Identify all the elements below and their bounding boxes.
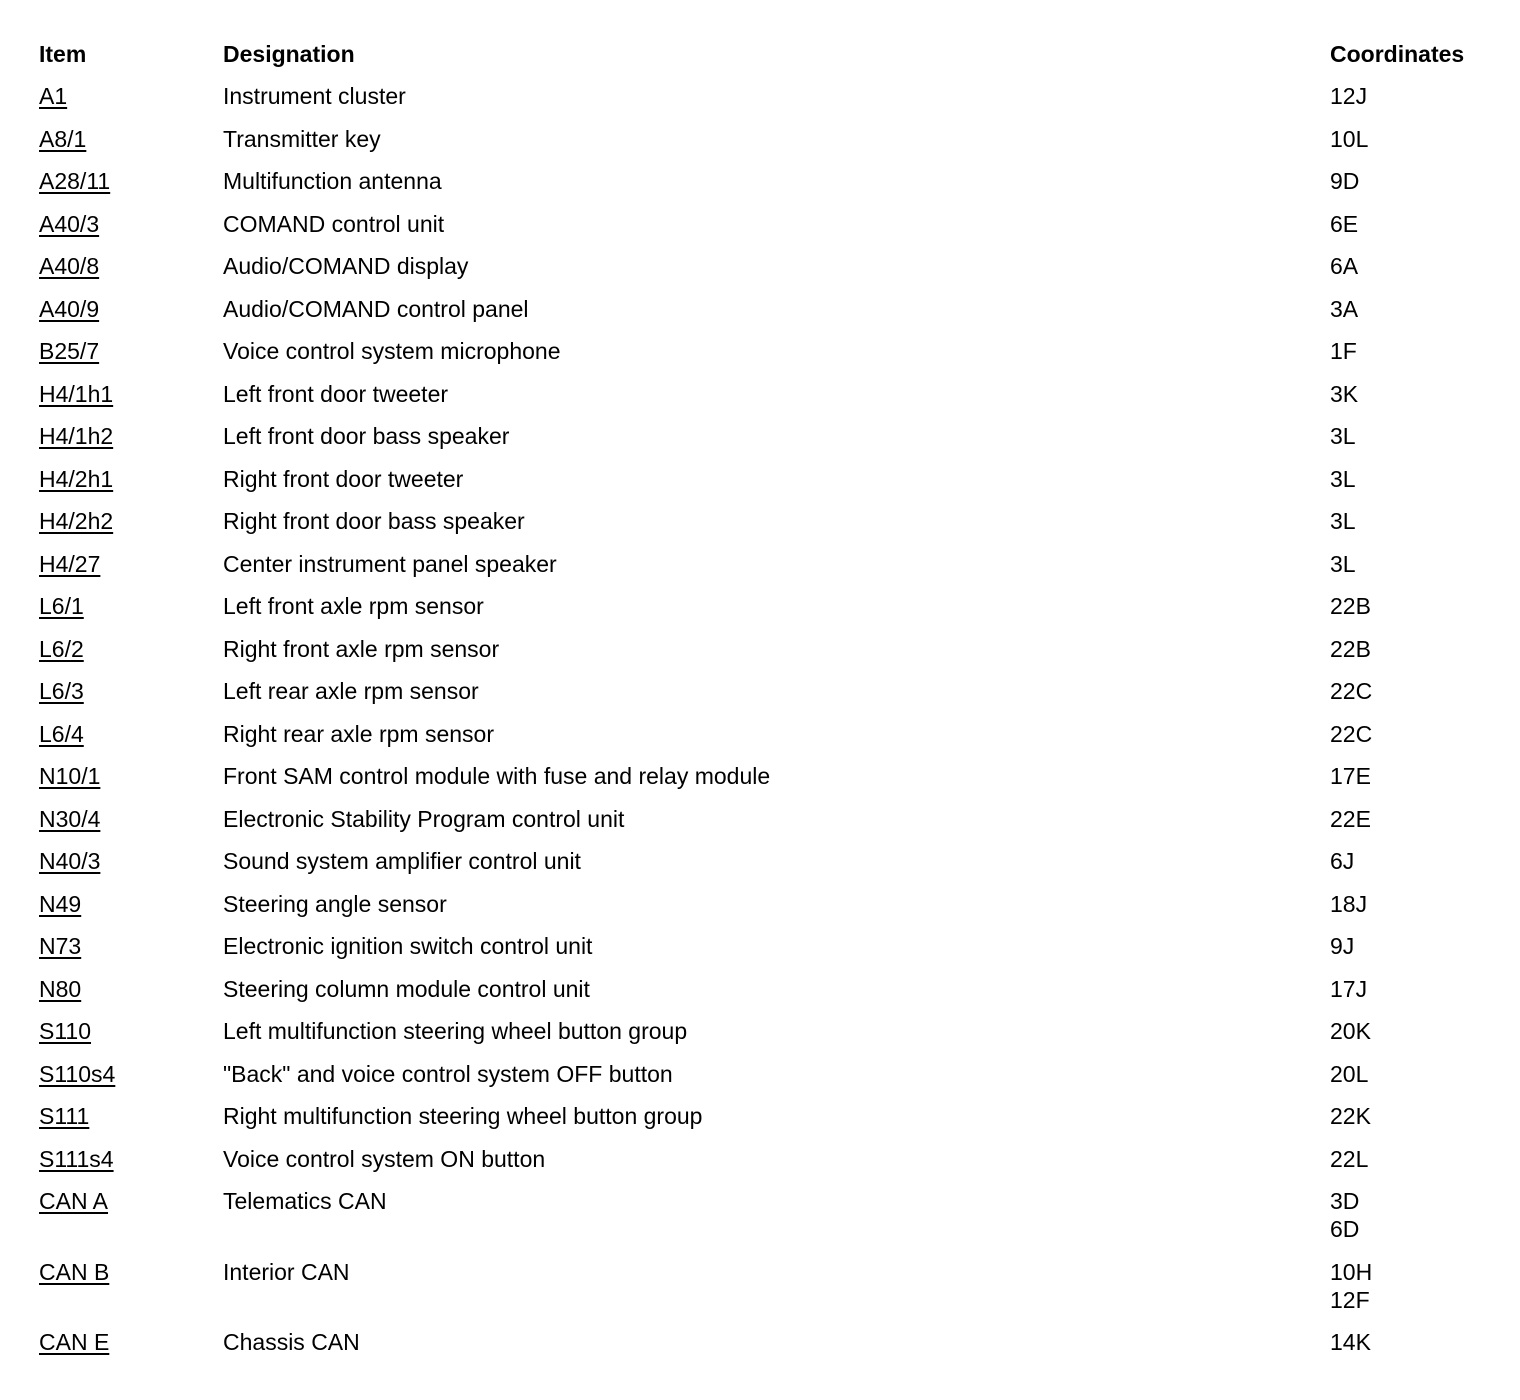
coordinate-value: 10H	[1330, 1258, 1373, 1285]
coordinate-value: 3L	[1330, 423, 1356, 449]
coordinates-cell	[1330, 380, 1358, 408]
designation-text: Instrument cluster	[223, 83, 406, 109]
designation-text: Sound system amplifier control unit	[223, 848, 581, 874]
coordinate-value: 22C	[1330, 678, 1373, 704]
designation-text: Left front door bass speaker	[223, 423, 510, 449]
coordinates-cell	[1330, 422, 1356, 450]
item-link[interactable]: N30/4	[39, 805, 101, 832]
coordinate-value: 6A	[1330, 253, 1359, 279]
coordinate-value: 20K	[1330, 1018, 1371, 1044]
coordinate-value: 22C	[1330, 720, 1373, 747]
item-link[interactable]: B25/7	[39, 338, 100, 364]
item-link[interactable]: N80	[39, 975, 82, 1002]
item-link[interactable]: CAN B	[39, 1258, 110, 1285]
designation-text: Voice control system ON button	[223, 1145, 546, 1172]
coordinate-value: 22K	[1330, 1103, 1371, 1129]
coordinates-cell	[1330, 337, 1357, 365]
coordinate-value: 12J	[1330, 83, 1368, 109]
coordinate-value: 12F	[1330, 1286, 1370, 1313]
designation-text: Chassis CAN	[223, 1329, 360, 1355]
item-link[interactable]: L6/3	[39, 678, 84, 704]
designation-text: Right multifunction steering wheel button group	[223, 1103, 703, 1129]
item-link[interactable]: H4/1h2	[39, 423, 114, 449]
coordinates-cell	[1330, 720, 1372, 748]
coordinates-cell	[1330, 592, 1371, 620]
coordinates-cell	[1330, 1145, 1368, 1173]
coordinate-value: 18J	[1330, 890, 1368, 917]
header-designation: Designation	[223, 41, 355, 67]
coordinate-value: 10L	[1330, 125, 1369, 152]
coordinate-value: 22L	[1330, 1145, 1369, 1172]
coordinates-cell	[1330, 1258, 1372, 1314]
coordinate-value: 3L	[1330, 465, 1356, 492]
designation-text: Left front axle rpm sensor	[223, 593, 484, 619]
item-link[interactable]: A28/11	[39, 168, 111, 194]
designation-text: Center instrument panel speaker	[223, 550, 557, 577]
coordinates-cell	[1330, 507, 1356, 535]
item-link[interactable]: N73	[39, 933, 82, 959]
coordinates-cell	[1330, 82, 1367, 110]
designation-text: Electronic Stability Program control unit	[223, 805, 625, 832]
coordinates-cell	[1330, 295, 1358, 323]
coordinate-value: 20L	[1330, 1060, 1369, 1087]
designation-text: Right front door bass speaker	[223, 508, 525, 534]
designation-text: Front SAM control module with fuse and relay module	[223, 763, 771, 789]
item-link[interactable]: L6/1	[39, 593, 84, 619]
coordinates-cell	[1330, 1060, 1368, 1088]
item-link[interactable]: S110	[39, 1018, 92, 1044]
designation-text: Steering column module control unit	[223, 975, 590, 1002]
item-link[interactable]: S111	[39, 1103, 90, 1129]
designation-text: Transmitter key	[223, 125, 381, 152]
coordinate-value: 3A	[1330, 295, 1359, 322]
designation-text: Right rear axle rpm sensor	[223, 720, 494, 747]
coordinate-value: 1F	[1330, 338, 1357, 364]
item-link[interactable]: S111s4	[39, 1145, 114, 1172]
coordinate-value: 6J	[1330, 848, 1355, 874]
coordinate-value: 3L	[1330, 550, 1356, 577]
coordinates-cell	[1330, 932, 1354, 960]
item-link[interactable]: A40/9	[39, 295, 100, 322]
item-link[interactable]: A40/8	[39, 253, 100, 279]
coordinates-cell	[1330, 677, 1372, 705]
designation-text: Multifunction antenna	[223, 168, 442, 194]
coordinates-cell	[1330, 550, 1356, 578]
coordinates-cell	[1330, 805, 1371, 833]
coordinate-value: 3K	[1330, 380, 1359, 407]
coordinates-cell	[1330, 1102, 1371, 1130]
coordinate-value: 3D	[1330, 1188, 1360, 1214]
item-link[interactable]: H4/27	[39, 550, 101, 577]
item-link[interactable]: N10/1	[39, 763, 101, 789]
coordinates-cell	[1330, 847, 1354, 875]
designation-text: Telematics CAN	[223, 1188, 387, 1214]
designation-text: Electronic ignition switch control unit	[223, 933, 593, 959]
designation-text: Voice control system microphone	[223, 338, 561, 364]
designation-text: Right front axle rpm sensor	[223, 635, 500, 662]
coordinate-value: 9J	[1330, 933, 1355, 959]
designation-text: COMAND control unit	[223, 210, 445, 237]
coordinate-value: 3L	[1330, 508, 1356, 534]
item-link[interactable]: H4/2h1	[39, 465, 114, 492]
coordinate-value: 22E	[1330, 805, 1371, 832]
item-link[interactable]: H4/1h1	[39, 380, 114, 407]
item-link[interactable]: A1	[39, 83, 68, 109]
coordinates-cell	[1330, 975, 1367, 1003]
designation-text: Steering angle sensor	[223, 890, 447, 917]
designation-text: "Back" and voice control system OFF button	[223, 1060, 673, 1087]
item-link[interactable]: L6/4	[39, 720, 84, 747]
coordinates-cell	[1330, 1017, 1371, 1045]
designation-text: Interior CAN	[223, 1258, 350, 1285]
coordinates-cell	[1330, 635, 1371, 663]
coordinates-cell	[1330, 890, 1367, 918]
coordinate-value: 14K	[1330, 1329, 1371, 1355]
item-link[interactable]: H4/2h2	[39, 508, 114, 534]
coordinate-value: 6D	[1330, 1216, 1360, 1242]
coordinates-cell	[1330, 762, 1371, 790]
item-link[interactable]: N49	[39, 890, 82, 917]
coordinates-cell	[1330, 210, 1358, 238]
item-link[interactable]: S110s4	[39, 1060, 116, 1087]
designation-text: Right front door tweeter	[223, 465, 464, 492]
coordinates-cell	[1330, 465, 1356, 493]
item-link[interactable]: CAN A	[39, 1188, 109, 1214]
coordinate-value: 9D	[1330, 168, 1360, 194]
coordinates-cell	[1330, 167, 1359, 195]
item-link[interactable]: A8/1	[39, 125, 87, 152]
coordinates-cell	[1330, 1187, 1359, 1243]
coordinates-cell	[1330, 1328, 1371, 1356]
coordinate-value: 22B	[1330, 593, 1371, 619]
designation-text: Left front door tweeter	[223, 380, 449, 407]
coordinates-cell	[1330, 252, 1358, 280]
item-link[interactable]: L6/2	[39, 635, 84, 662]
item-link[interactable]: N40/3	[39, 848, 101, 874]
designation-text: Audio/COMAND control panel	[223, 295, 529, 322]
coordinates-cell	[1330, 125, 1368, 153]
coordinate-value: 6E	[1330, 210, 1359, 237]
designation-text: Audio/COMAND display	[223, 253, 469, 279]
coordinate-value: 17E	[1330, 763, 1371, 789]
coordinate-value: 17J	[1330, 975, 1368, 1002]
header-item: Item	[39, 41, 87, 67]
item-link[interactable]: CAN E	[39, 1329, 110, 1355]
item-link[interactable]: A40/3	[39, 210, 100, 237]
designation-text: Left rear axle rpm sensor	[223, 678, 479, 704]
designation-text: Left multifunction steering wheel button group	[223, 1018, 688, 1044]
header-coordinates: Coordinates	[1330, 41, 1465, 67]
coordinate-value: 22B	[1330, 635, 1371, 662]
